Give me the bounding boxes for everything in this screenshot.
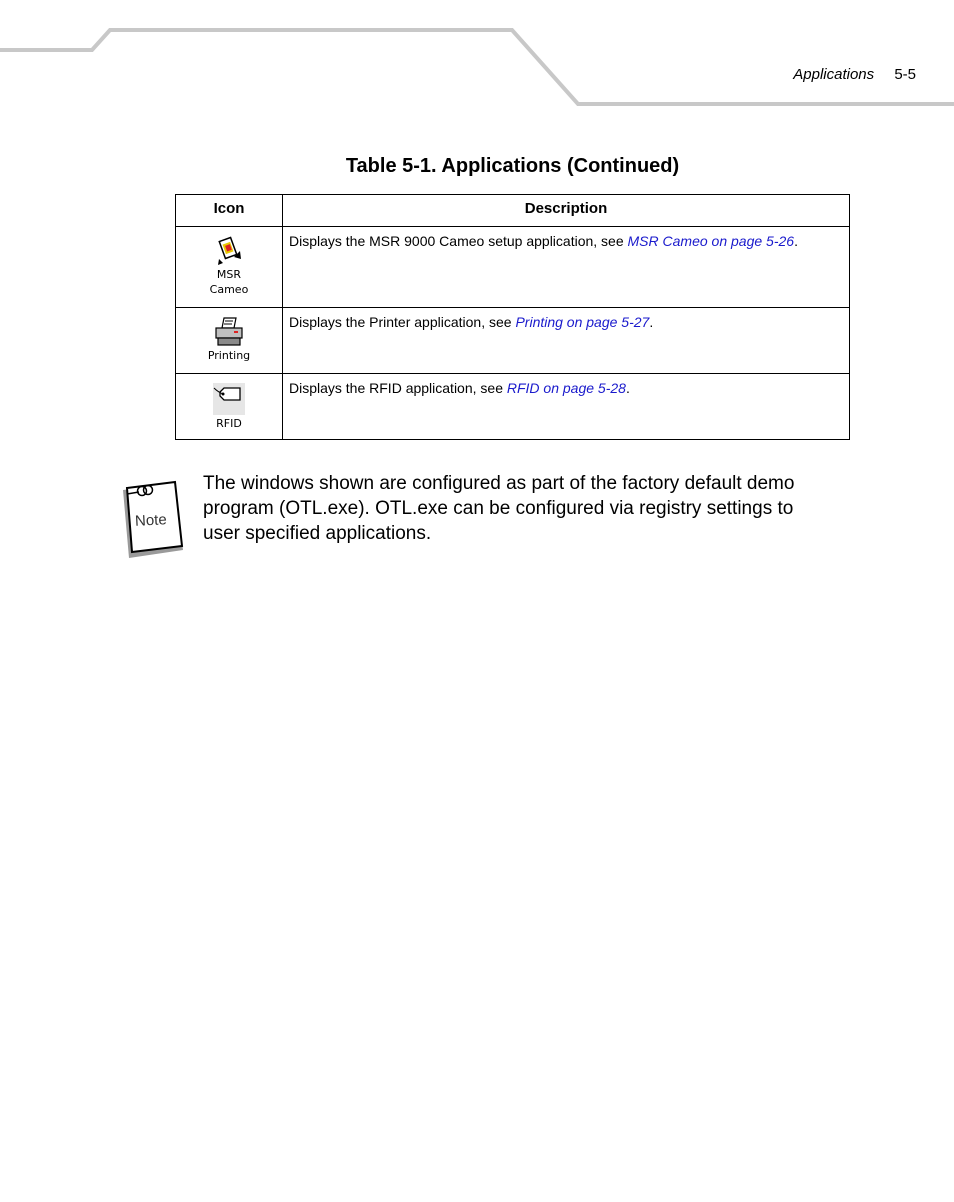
running-head-section: Applications [793, 66, 875, 83]
running-head [793, 66, 916, 84]
description-cell [283, 308, 850, 374]
icon-label: Printing [207, 349, 251, 362]
description-suffix: . [625, 380, 630, 396]
description-text: Displays the Printer application, see [289, 314, 516, 330]
icon-cell [176, 374, 283, 440]
table-row [176, 227, 850, 308]
table-header-row [176, 195, 850, 227]
icon-cell [176, 308, 283, 374]
description-text: Displays the RFID application, see [289, 380, 507, 396]
icon-cell [176, 227, 283, 308]
table-row [176, 374, 850, 440]
note-text: The windows shown are configured as part of the factory default demo program (OTL.exe). OTL.exe can be configured via registry settings to user specified applications. [203, 473, 795, 544]
table-title: Table 5-1. Applications (Continued) [345, 155, 680, 177]
description-cell [283, 227, 850, 308]
description-suffix: . [649, 314, 654, 330]
printer-icon [213, 316, 245, 348]
icon-label: RFID [216, 417, 242, 430]
description-text: Displays the MSR 9000 Cameo setup application, see [289, 233, 628, 249]
table-row [176, 308, 850, 374]
page-number: 5-5 [894, 66, 916, 83]
icon-label: MSR Cameo [209, 268, 249, 296]
description-cell [283, 374, 850, 440]
cross-reference-link[interactable]: MSR Cameo on page 5-26 [627, 233, 795, 249]
cross-reference-link[interactable]: RFID on page 5-28 [506, 380, 626, 396]
page-header-decoration [0, 0, 954, 110]
column-header-description: Description [283, 195, 850, 227]
rfid-tag-icon [212, 382, 246, 416]
applications-table [175, 194, 850, 440]
description-suffix: . [794, 233, 798, 249]
cross-reference-link[interactable]: Printing on page 5-27 [515, 314, 650, 330]
column-header-icon: Icon [176, 195, 283, 227]
msr-cameo-icon [214, 235, 244, 267]
note-label: Note [134, 511, 168, 530]
